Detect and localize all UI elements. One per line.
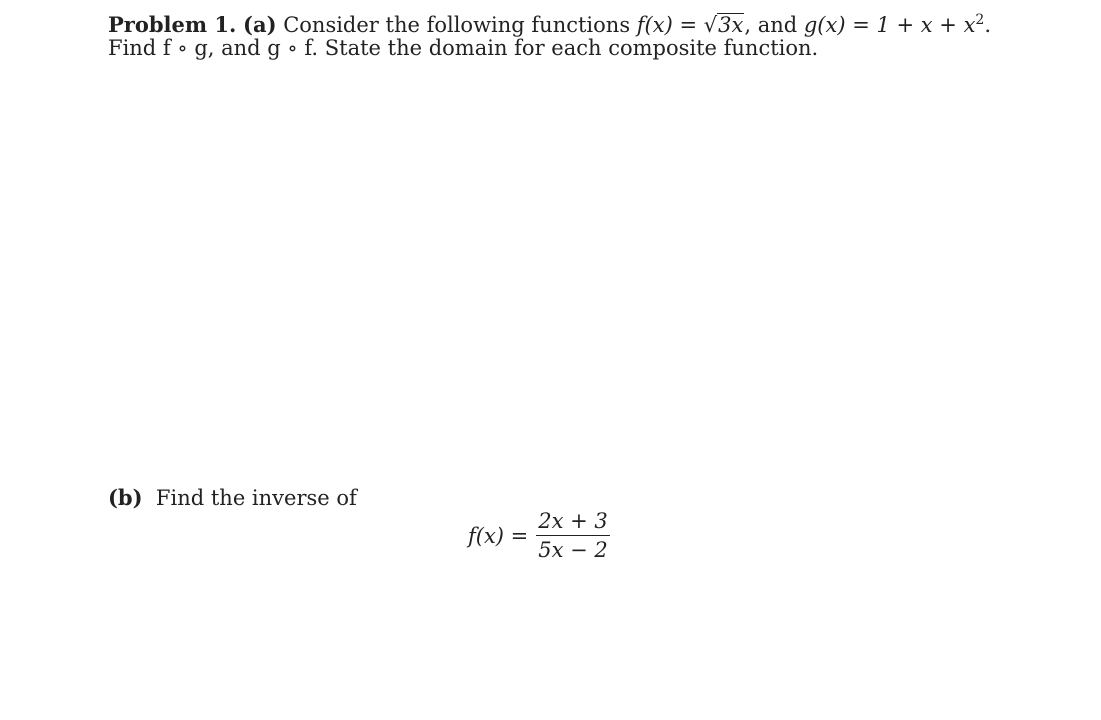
equation-lhs: f(x) =: [468, 523, 529, 548]
problem-1b-line: [108, 484, 357, 512]
and-text: , and: [744, 13, 804, 37]
part-b-text: Find the inverse of: [155, 486, 357, 510]
part-b-label: (b): [108, 485, 143, 510]
part-a-intro: Consider the following functions: [283, 13, 631, 37]
fraction: [536, 509, 610, 562]
fraction-denominator: 5x − 2: [538, 538, 608, 562]
problem-1a-line-2: Find f ∘ g, and g ∘ f. State the domain for each composite function.: [108, 36, 819, 60]
fraction-bar: [536, 535, 610, 536]
period: .: [984, 13, 992, 37]
radicand: 3x: [718, 13, 744, 37]
problem-label: Problem 1.: [108, 12, 237, 37]
g-exponent: 2: [975, 12, 985, 28]
g-definition: g(x) = 1 + x + x: [803, 13, 976, 37]
part-a-label: (a): [243, 12, 277, 37]
radical-sign: √: [703, 13, 718, 37]
fraction-numerator: 2x + 3: [538, 509, 608, 533]
f-definition-lhs: f(x) =: [636, 13, 704, 37]
inverse-function-equation: [468, 509, 610, 562]
